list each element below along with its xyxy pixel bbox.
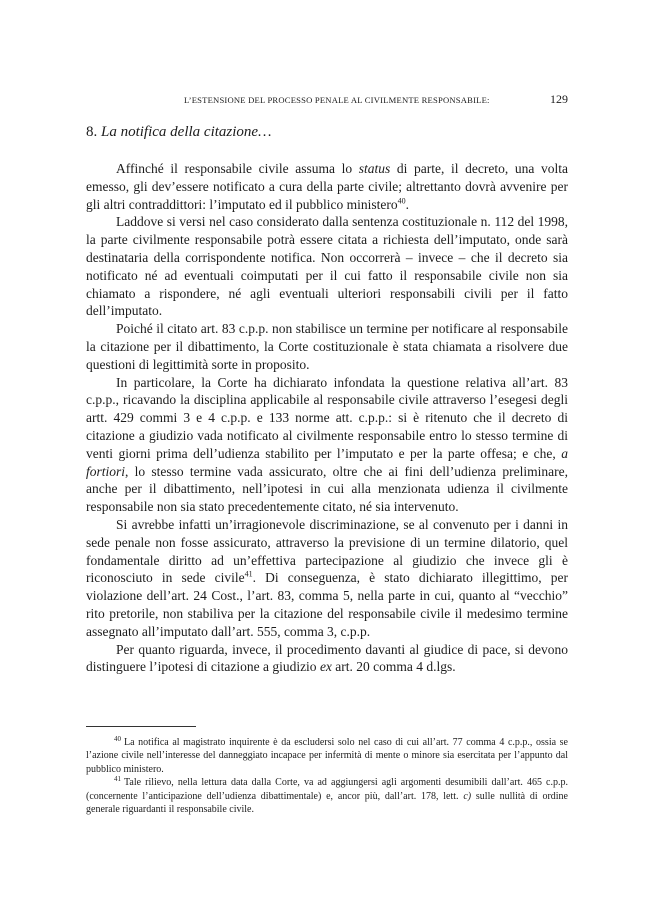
footnote-ref-41[interactable]: 41 — [244, 569, 253, 579]
running-title: L’ESTENSIONE DEL PROCESSO PENALE AL CIVILMENTE RESPONSABILE: — [184, 95, 490, 105]
footnote-number: 41 — [114, 774, 121, 783]
footnote-number: 40 — [114, 734, 121, 743]
footnote-ref-40[interactable]: 40 — [397, 196, 406, 206]
section-heading — [86, 124, 271, 141]
page-number: 129 — [550, 92, 568, 106]
section-title: La notifica della citazione… — [101, 124, 272, 140]
footnote-40: $^{40}$ La notifica al magistrato inquirente è da escludersi solo nel caso di cui all’art. 77 comma 4 c.p.p., ossia se l’azione civile nell’interesse del danneggiato incapace per infermità di mente o minore sia esercitata per l’appunto dal pubblico ministero. — [86, 734, 568, 775]
footnotes — [86, 736, 568, 816]
paragraph: Per quanto riguarda, invece, il procedimento davanti al giudice di pace, si devono distinguere l’ipotesi di citazione a giudizio ex art. 20 comma 4 d.lgs. — [86, 641, 568, 675]
footnote-41: $^{41}$ Tale rilievo, nella lettura data dalla Corte, va ad aggiungersi agli argomenti desumibili dall’art. 465 c.p.p. (concernente l’anticipazione dell’udienza dibattimentale) e, ancor più, dall’art. 178, lett. c) sulle nullità di ordine generale riguardanti il responsabile civile. — [86, 774, 568, 816]
section-number: 8. — [86, 124, 98, 140]
paragraph: In particolare, la Corte ha dichiarato infondata la questione relativa all’art. 83 c.p.p., ricavando la disciplina applicabile al responsabile civile attraverso l’esegesi degli artt. 429 commi 3 e 4 c.p.p. e 133 norme att. c.p.p.: si è ritenuto che il decreto di citazione a giudizio vada notificato al civilmente responsabile entro lo stesso termine di venti giorni prima dell’udienza stabilito per l’imputato e per la parte offesa; e che, a fortiori, lo stesso termine vada assicurato, oltre che ai fini dell’udienza preliminare, anche per il dibattimento, nell’ipotesi in cui alla menzionata udienza il civilmente responsabile non sia stato precedentemente citato, né sia intervenuto. — [86, 374, 568, 515]
footnote-divider — [86, 726, 196, 727]
paragraph: Si avrebbe infatti un’irragionevole discriminazione, se al convenuto per i danni in sede penale non fosse assicurato, attraverso la previsione di un termine dilatorio, quel fondamentale diritto ad un’effettiva partecipazione al giudizio che invece gli è riconosciuto in sede civile$^{41}$. Di conseguenza, è stato dichiarato illegittimo, per violazione dell’art. 24 Cost., l’art. 83, comma 5, nella parte in cui, quanto al “vecchio” rito pretorile, non stabiliva per la citazione del responsabile civile il medesimo termine assegnato all’imputato dall’art. 555, comma 3, c.p.p. — [86, 516, 568, 639]
paragraph: Laddove si versi nel caso considerato dalla sentenza costituzionale n. 112 del 1998, la parte civilmente responsabile potrà essere citata a richiesta dell’imputato, onde sarà destinataria della corrispondente notifica. Non occorrerà – invece – che il decreto sia notificato né ad eventuali coimputati per il cui fatto il responsabile civile non sia chiamato a rispondere, né agli eventuali ulteriori responsabili civili per il fatto dell’imputato. — [86, 214, 568, 319]
paragraph: Affinché il responsabile civile assuma lo status di parte, il decreto, una volta emesso, gli dev’essere notificato a cura della parte civile; altrettanto dovrà avvenire per gli altri contraddittori: l’imputato ed il pubblico ministero$^{40}$. — [86, 161, 568, 212]
paragraph: Poiché il citato art. 83 c.p.p. non stabilisce un termine per notificare al responsabile la citazione per il dibattimento, la Corte costituzionale è stata chiamata a risolvere due questioni di legittimità sorte in proposito. — [86, 321, 568, 372]
body-text — [86, 160, 568, 676]
